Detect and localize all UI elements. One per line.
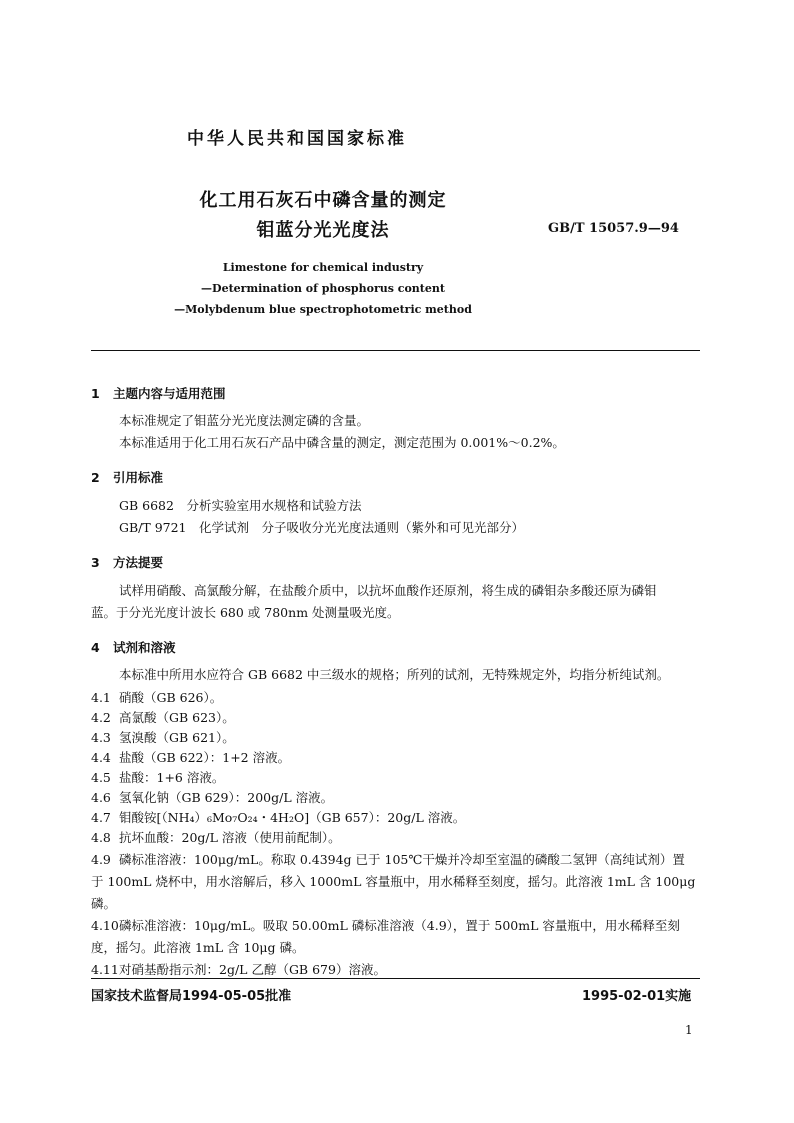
approval-date: 国家技术监督局1994-05-05批准 [91,989,292,1004]
section-1-paragraph-1: 本标准规定了钼蓝分光光度法测定磷的含量。 [119,413,370,428]
title-divider [91,350,700,351]
section-3-line-1: 试样用硝酸、高氯酸分解，在盐酸介质中，以抗坏血酸作还原剂，将生成的磷钼杂多酸还原为磷钼 [119,583,657,598]
item-text: 磷标准溶液：100μg/mL。称取 0.4394g 已于 105℃干燥并冷却至室温的磷酸二氢钾（高纯试剂）置 [119,852,685,867]
reagent-item [91,688,222,706]
reagent-item [91,748,290,766]
item-number: 4.7 [91,810,111,825]
section-2-heading [91,468,163,486]
item-text: 抗坏血酸：20g/L 溶液（使用前配制）。 [119,830,341,845]
item-number: 4.4 [91,750,111,765]
reagent-item [91,788,333,806]
reagent-item [91,768,224,786]
item-text: 氢氧化钠（GB 629）：200g/L 溶液。 [119,790,334,805]
section-title: 主题内容与适用范围 [113,386,226,401]
item-number: 4.5 [91,770,111,785]
item-text: 盐酸（GB 622）：1+2 溶液。 [119,750,291,765]
item-number: 4.1 [91,690,111,705]
section-number: 3 [91,555,100,570]
item-text: 氢溴酸（GB 621）。 [119,730,235,745]
title-english-line1: Limestone for chemical industry [222,261,424,274]
item-text: 硝酸（GB 626）。 [119,690,223,705]
section-4-intro: 本标准中所用水应符合 GB 6682 中三级水的规格；所列的试剂，无特殊规定外，均指分析纯试剂。 [119,667,670,682]
reagent-item [91,728,235,746]
standard-code: GB/T 15057.9—94 [548,221,679,236]
reagent-item [91,808,465,826]
standard-type-heading: 中华人民共和国国家标准 [187,129,407,149]
section-1-heading [91,384,226,402]
reagent-item-4-10-line-1 [91,916,680,934]
item-number: 4.6 [91,790,111,805]
item-number: 4.8 [91,830,111,845]
title-english-line3: —Molybdenum blue spectrophotometric method [174,303,472,316]
title-english-line2: —Determination of phosphorus content [201,282,445,295]
item-number: 4.10 [91,918,119,933]
item-text: 磷标准溶液：10μg/mL。吸取 50.00mL 磷标准溶液（4.9），置于 500mL 容量瓶中，用水稀释至刻 [119,918,680,933]
item-text: 盐酸：1+6 溶液。 [119,770,225,785]
reagent-item-4-9-line-1 [91,850,685,868]
item-text: 钼酸铵[（NH₄）₆Mo₇O₂₄・4H₂O]（GB 657）：20g/L 溶液。 [119,810,466,825]
item-number: 4.9 [91,852,111,867]
reagent-item-4-9-line-2: 于 100mL 烧杯中，用水溶解后，移入 1000mL 容量瓶中，用水稀释至刻度，摇匀。此溶液 1mL 含 100μg [91,874,696,889]
section-number: 1 [91,386,100,401]
section-title: 引用标准 [113,470,164,485]
reagent-item [91,708,235,726]
section-number: 4 [91,640,100,655]
reagent-item-4-11 [91,960,386,978]
section-title: 方法提要 [113,555,164,570]
section-3-heading [91,553,163,571]
reference-gb6682: GB 6682 分析实验室用水规格和试验方法 [119,498,362,513]
footer-divider [91,978,700,979]
reagent-item [91,828,341,846]
section-1-paragraph-2: 本标准适用于化工用石灰石产品中磷含量的测定，测定范围为 0.001%～0.2%。 [119,435,565,450]
item-text: 高氯酸（GB 623）。 [119,710,235,725]
section-title: 试剂和溶液 [113,640,176,655]
title-chinese-line1: 化工用石灰石中磷含量的测定 [199,190,447,211]
item-text: 对硝基酚指示剂：2g/L 乙醇（GB 679）溶液。 [119,962,386,977]
reagent-item-4-9-line-3: 磷。 [91,896,117,911]
section-number: 2 [91,470,100,485]
reference-gbt9721: GB/T 9721 化学试剂 分子吸收分光光度法通则（紫外和可见光部分） [119,520,525,535]
section-3-line-2: 蓝。于分光光度计波长 680 或 780nm 处测量吸光度。 [91,605,400,620]
reagent-item-4-10-line-2: 度，摇匀。此溶液 1mL 含 10μg 磷。 [91,940,305,955]
title-chinese-line2: 钼蓝分光光度法 [256,220,390,241]
item-number: 4.11 [91,962,119,977]
effective-date: 1995-02-01实施 [582,989,692,1004]
section-4-heading [91,638,176,656]
item-number: 4.2 [91,710,111,725]
item-number: 4.3 [91,730,111,745]
page-number: 1 [685,1023,693,1037]
